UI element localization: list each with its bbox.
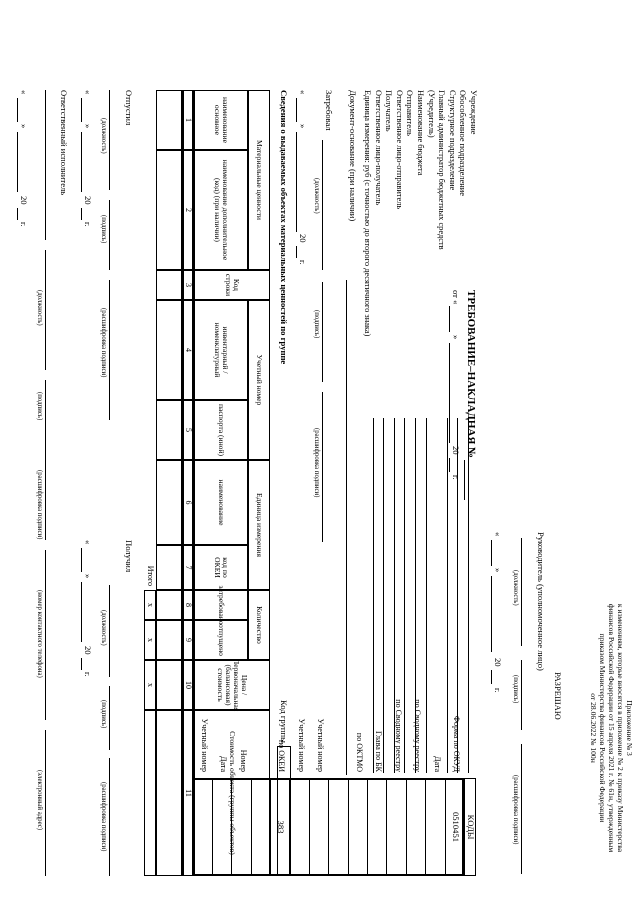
head-decoding-line[interactable]: [521, 744, 522, 874]
executor-year-suffix: г.: [19, 222, 29, 227]
received-position-line[interactable]: [109, 585, 110, 677]
released-decoding-line[interactable]: [109, 280, 110, 420]
codes-header-text: КОДЫ: [465, 814, 476, 840]
approve-date-open: «: [493, 532, 503, 537]
title-date-close: »: [451, 335, 461, 340]
released-year-suffix: г.: [83, 222, 93, 227]
field-label: Ответственное лицо-получатель: [373, 90, 383, 206]
column-number: 7: [182, 545, 194, 590]
field-line[interactable]: [447, 418, 448, 773]
header-qty-group: Количество: [248, 590, 270, 660]
field-label: (Учредитель): [426, 90, 436, 138]
header-value: Стоимость объекта (группы объектов): [194, 710, 270, 876]
received-year-suffix: г.: [83, 672, 93, 677]
column-number: 8: [182, 590, 194, 620]
title-year-suffix: г.: [451, 475, 461, 480]
received-date-close: »: [83, 574, 93, 579]
code-row-label: Учетный номер: [316, 718, 326, 772]
total-value-cell[interactable]: [144, 710, 156, 876]
header-account-group: Учетный номер: [248, 300, 270, 460]
requested-year-suffix: г.: [298, 260, 308, 265]
released-day-line[interactable]: [81, 98, 82, 122]
field-line[interactable]: [426, 418, 427, 773]
header-unit-name: наименование: [194, 460, 248, 545]
executor-label: Ответственный исполнитель: [59, 90, 69, 196]
executor-day-line[interactable]: [17, 98, 18, 122]
executor-position-line[interactable]: [45, 90, 46, 240]
code-row-label: Учетный номер: [296, 718, 306, 772]
requested-signature-caption: (подпись): [313, 310, 320, 339]
header-price: Цена / Первоначальная (балансовая) стоимость: [194, 660, 270, 710]
requested-month-line[interactable]: [296, 132, 297, 232]
group-code-label: Код группы: [279, 700, 289, 743]
header-unit-group: Единица измерения: [248, 460, 270, 590]
doc-basis-label: Документ-основание (при наличии): [348, 90, 358, 222]
table-cell[interactable]: [156, 545, 182, 590]
executor-month-line[interactable]: [17, 132, 18, 192]
column-number: 6: [182, 460, 194, 545]
title-year-line[interactable]: [449, 458, 450, 472]
field-label: Учреждение: [469, 90, 478, 135]
field-line[interactable]: [404, 418, 405, 773]
column-number: 2: [182, 150, 194, 270]
field-line[interactable]: [383, 418, 384, 773]
approve-year-suffix: г.: [493, 688, 503, 693]
executor-decoding-line[interactable]: [45, 380, 46, 540]
executor-email-caption: (электронный адрес): [36, 770, 43, 831]
code-row-label: Дата: [432, 756, 442, 772]
released-year-line[interactable]: [81, 208, 82, 220]
column-number: 3: [182, 270, 194, 300]
requested-label: Затребовал: [324, 90, 334, 131]
column-number: 1: [182, 90, 194, 150]
code-row-label: Номер: [238, 749, 248, 772]
header-name-basic: наименование основное: [194, 90, 248, 150]
field-line[interactable]: [415, 418, 416, 773]
codes-header: [464, 778, 476, 876]
head-position-caption: (должность): [512, 570, 519, 606]
executor-signature-line[interactable]: [45, 250, 46, 370]
table-cell[interactable]: [156, 620, 182, 660]
header-released: отпущено: [194, 620, 248, 660]
appendix-line: приказом Министерства финансов Российской Федерации: [597, 633, 607, 823]
received-month-line[interactable]: [81, 582, 82, 642]
code-value: 0510451: [450, 811, 461, 843]
requested-position-line[interactable]: [322, 140, 323, 270]
field-label: Получатель: [384, 90, 394, 132]
column-number: 5: [182, 400, 194, 460]
field-label: Наименование бюджета: [416, 90, 425, 176]
code-row-label: Форма по ОКУД: [452, 715, 461, 772]
requested-signature-line[interactable]: [322, 282, 323, 382]
code-value-cell[interactable]: [367, 778, 386, 876]
table-cell[interactable]: [156, 300, 182, 400]
table-cell[interactable]: [156, 90, 182, 150]
requested-position-caption: (должность): [313, 178, 320, 214]
document-number-line[interactable]: [464, 460, 465, 500]
code-row-label: по ОКЕИ: [277, 739, 287, 772]
appendix-line: от 28.06.2022 № 100н: [588, 693, 598, 763]
field-line[interactable]: [457, 418, 458, 773]
approve-year-line[interactable]: [491, 670, 492, 684]
executor-position-caption: (должность): [36, 290, 43, 326]
approve-title: РАЗРЕШАЮ: [553, 672, 563, 720]
code-value-cell[interactable]: [289, 778, 308, 876]
approve-date-close: »: [493, 568, 503, 573]
total-mark: x: [144, 660, 156, 710]
code-row-label: Учетный номер: [199, 718, 209, 772]
header-name-additional: наименование дополнительное (код) (при наличии): [194, 150, 248, 270]
field-label: Ответственное лицо-отправитель: [394, 90, 404, 210]
title-year-prefix: 20: [451, 446, 461, 455]
approve-month-line[interactable]: [491, 576, 492, 652]
released-signature-line[interactable]: [109, 200, 110, 270]
executor-decoding-caption: (расшифровка подписи): [36, 470, 43, 540]
received-decoding-line[interactable]: [109, 758, 110, 876]
total-label: Итого: [146, 565, 155, 586]
table-cell[interactable]: [156, 590, 182, 620]
released-year-prefix: 20: [83, 196, 93, 205]
section-title: Сведения о выдаваемых объектах материальных ценностей по группе: [279, 90, 289, 365]
received-position-caption: (должность): [100, 610, 107, 646]
requested-year-prefix: 20: [298, 234, 308, 243]
head-label: Руководитель (уполномоченное лицо): [536, 532, 546, 671]
requested-date-open: «: [298, 90, 308, 95]
head-decoding-caption: (расшифровка подписи): [512, 775, 519, 845]
released-position-caption: (должность): [100, 118, 107, 154]
received-label: Получил: [124, 540, 134, 573]
executor-email-line[interactable]: [45, 730, 46, 876]
appendix-line: финансов Российской Федерации от 15 апреля 2021 г. № 61н, утвержденным: [606, 603, 616, 853]
released-position-line[interactable]: [109, 90, 110, 190]
released-signature-caption: (подпись): [100, 215, 107, 244]
received-year-prefix: 20: [83, 646, 93, 655]
title-date-from: от «: [451, 290, 461, 305]
requested-day-line[interactable]: [296, 98, 297, 122]
code-value-cell[interactable]: [328, 778, 347, 876]
released-decoding-caption: (расшифровка подписи): [100, 308, 107, 378]
code-value-cell[interactable]: [445, 778, 464, 876]
header-line-code: Код строки: [194, 270, 270, 300]
executor-date-close: »: [19, 124, 29, 129]
table-cell[interactable]: [156, 270, 182, 300]
code-row-label: Дата: [219, 756, 229, 772]
received-year-line[interactable]: [81, 658, 82, 670]
code-row-label: по Сводному реестру: [413, 699, 423, 772]
field-line[interactable]: [468, 418, 469, 773]
received-signature-line[interactable]: [109, 686, 110, 750]
requested-year-line[interactable]: [296, 246, 297, 258]
executor-year-line[interactable]: [17, 208, 18, 220]
executor-year-prefix: 20: [19, 196, 29, 205]
code-row-label: Глава по БК: [374, 731, 384, 772]
code-value-cell[interactable]: [386, 778, 405, 876]
executor-date-open: «: [19, 90, 29, 95]
column-number: 4: [182, 300, 194, 400]
code-value-cell[interactable]: [309, 778, 328, 876]
field-label: Структурное подразделение: [447, 90, 457, 191]
table-cell[interactable]: [156, 710, 182, 876]
table-cell[interactable]: [156, 400, 182, 460]
received-signature-caption: (подпись): [100, 700, 107, 729]
requested-decoding-line[interactable]: [322, 392, 323, 542]
requested-date-close: »: [298, 124, 308, 129]
column-number: 10: [182, 660, 194, 710]
table-cell[interactable]: [156, 660, 182, 710]
released-month-line[interactable]: [81, 132, 82, 192]
header-okei: код по ОКЕИ: [194, 545, 248, 590]
field-line[interactable]: [394, 418, 395, 773]
approve-year-prefix: 20: [493, 658, 503, 667]
head-signature-line[interactable]: [521, 660, 522, 730]
head-position-line[interactable]: [521, 538, 522, 646]
code-row-label: по ОКТМО: [355, 732, 364, 772]
head-signature-caption: (подпись): [512, 675, 519, 704]
executor-phone-line[interactable]: [45, 550, 46, 720]
appendix-line: Приложение № 3: [625, 700, 634, 756]
table-cell[interactable]: [156, 460, 182, 545]
released-date-open: «: [83, 90, 93, 95]
doc-basis-line[interactable]: [346, 280, 347, 775]
released-label: Отпустил: [124, 90, 134, 126]
executor-phone-caption: (номер контактного телефона): [36, 590, 43, 678]
received-date-open: «: [83, 540, 93, 545]
field-label: Единица измерения: руб (с точностью до второго десятичного знака): [363, 90, 372, 337]
total-mark: x: [144, 590, 156, 620]
approve-day-line[interactable]: [491, 540, 492, 566]
header-inventory: инвентарный / номенклатурный: [194, 300, 248, 400]
requested-decoding-caption: (расшифровка подписи): [313, 428, 320, 498]
field-label: Главный администратор бюджетных средств: [437, 90, 447, 250]
total-mark: x: [144, 620, 156, 660]
executor-signature-caption: (подпись): [36, 392, 43, 421]
appendix-line: к изменениям, которые вносятся в приложение № 2 к приказу Министерства: [615, 603, 625, 853]
code-value-cell[interactable]: [425, 778, 444, 876]
appendix-block: [588, 578, 634, 878]
received-decoding-caption: (расшифровка подписи): [100, 782, 107, 852]
group-code-box[interactable]: [277, 746, 291, 876]
document-title: ТРЕБОВАНИЕ–НАКЛАДНАЯ №: [465, 290, 477, 459]
code-value: 383: [275, 820, 286, 834]
received-day-line[interactable]: [81, 548, 82, 572]
field-label: Обособленное подразделение: [458, 90, 468, 196]
column-number: 9: [182, 620, 194, 660]
field-line[interactable]: [373, 418, 374, 773]
header-material-group: Материальные ценности: [248, 90, 270, 270]
code-value-cell[interactable]: [406, 778, 425, 876]
column-number: 11: [182, 710, 194, 876]
title-month-line[interactable]: [449, 343, 450, 443]
header-requested: затребовано: [194, 590, 248, 620]
released-date-close: »: [83, 124, 93, 129]
field-label: Отправитель: [405, 90, 415, 136]
table-cell[interactable]: [156, 150, 182, 270]
code-row-label: по Сводному реестру: [393, 699, 403, 772]
header-passport: паспорта (иной): [194, 400, 248, 460]
code-value-cell[interactable]: [348, 778, 367, 876]
title-day-line[interactable]: [449, 306, 450, 332]
